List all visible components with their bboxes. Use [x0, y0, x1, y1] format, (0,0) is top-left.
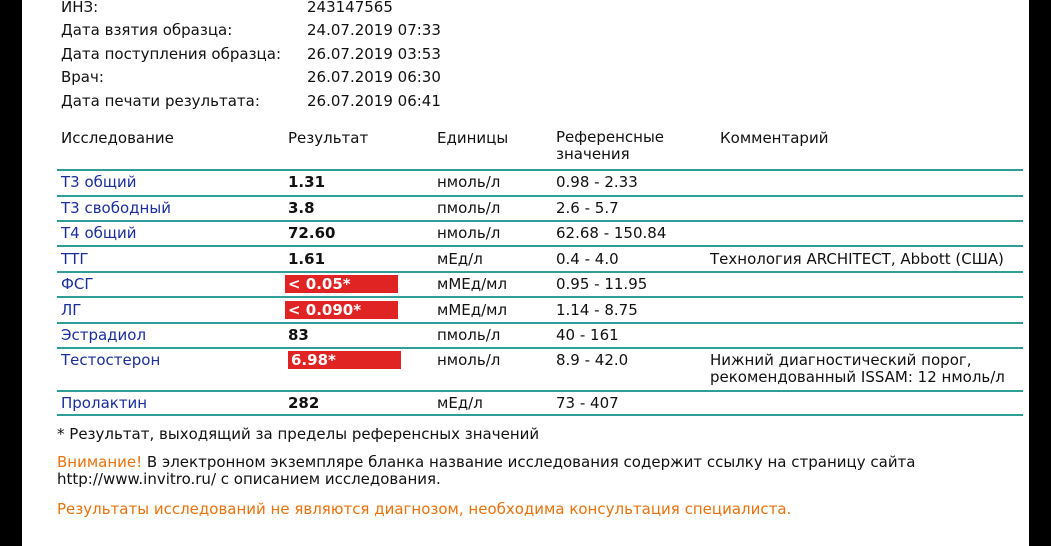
units-value: мМЕд/мл [437, 275, 508, 293]
header-reference-line2: значения [556, 145, 630, 163]
sample-info-block [61, 0, 441, 113]
units-value: нмоль/л [437, 351, 501, 369]
info-value: 26.07.2019 06:30 [307, 68, 441, 87]
comment-text [710, 352, 1005, 386]
warning-note [57, 454, 916, 488]
units-value: мЕд/л [437, 250, 483, 268]
result-value-flagged: < 0.090* [285, 301, 398, 319]
reference-value: 0.4 - 4.0 [556, 250, 619, 268]
header-reference [556, 129, 664, 163]
info-label: Дата поступления образца: [61, 44, 281, 63]
info-label: Дата печати результата: [61, 91, 260, 110]
table-divider [57, 169, 1023, 171]
result-value: 282 [288, 394, 320, 412]
reference-value: 1.14 - 8.75 [556, 301, 638, 319]
reference-value: 0.98 - 2.33 [556, 173, 638, 191]
table-divider [57, 245, 1023, 247]
result-value: 72.60 [288, 224, 336, 242]
info-row-print-date [61, 89, 441, 113]
warning-prefix: Внимание! [57, 453, 143, 471]
units-value: пмоль/л [437, 199, 501, 217]
table-divider [57, 271, 1023, 273]
table-divider [57, 414, 1023, 416]
right-black-border [1029, 0, 1051, 546]
invitro-link[interactable]: http://www.invitro.ru/ [57, 470, 216, 488]
comment-line: рекомендованный ISSAM: 12 нмоль/л [710, 368, 1005, 386]
warning-text: В электронном экземпляре бланка название исследования содержит ссылку на страницу сайта [142, 453, 916, 471]
study-link-testosterone[interactable]: Тестостерон [61, 351, 161, 369]
reference-value: 40 - 161 [556, 326, 619, 344]
warning-text: с описанием исследования. [216, 470, 441, 488]
header-result: Результат [288, 129, 369, 147]
info-row-inz [61, 0, 441, 19]
reference-value: 0.95 - 11.95 [556, 275, 648, 293]
study-link-prolactin[interactable]: Пролактин [61, 394, 148, 412]
info-label: Врач: [61, 68, 104, 87]
study-link-t4-total[interactable]: Т4 общий [61, 224, 137, 242]
header-units: Единицы [437, 129, 509, 147]
info-row-doctor [61, 66, 441, 90]
info-value: 243147565 [307, 0, 393, 16]
info-row-arrival-date [61, 42, 441, 66]
units-value: мМЕд/мл [437, 301, 508, 319]
reference-value: 73 - 407 [556, 394, 619, 412]
result-value-flagged: 6.98* [288, 351, 401, 369]
units-value: пмоль/л [437, 326, 501, 344]
result-value: 3.8 [288, 199, 315, 217]
reference-value: 8.9 - 42.0 [556, 351, 629, 369]
table-divider [57, 296, 1023, 298]
study-link-t3-total[interactable]: Т3 общий [61, 173, 137, 191]
study-link-t3-free[interactable]: Т3 свободный [61, 199, 171, 217]
result-value: 1.31 [288, 173, 326, 191]
footnote: * Результат, выходящий за пределы референсных значений [57, 425, 540, 443]
header-reference-line1: Референсные [556, 128, 665, 146]
left-black-border [0, 0, 22, 546]
info-value: 24.07.2019 07:33 [307, 21, 441, 40]
table-divider [57, 347, 1023, 349]
result-value: 1.61 [288, 250, 326, 268]
table-divider [57, 322, 1023, 324]
table-divider [57, 220, 1023, 222]
reference-value: 62.68 - 150.84 [556, 224, 667, 242]
study-link-fsh[interactable]: ФСГ [61, 275, 94, 293]
result-value: 83 [288, 326, 309, 344]
table-divider [57, 390, 1023, 392]
info-value: 26.07.2019 06:41 [307, 91, 441, 110]
header-comment: Комментарий [720, 129, 829, 147]
units-value: мЕд/л [437, 394, 483, 412]
table-divider [57, 195, 1023, 197]
study-link-lh[interactable]: ЛГ [61, 301, 82, 319]
reference-value: 2.6 - 5.7 [556, 199, 619, 217]
study-link-tsh[interactable]: ТТГ [61, 250, 89, 268]
info-label: ИНЗ: [61, 0, 99, 16]
result-value-flagged: < 0.05* [285, 275, 398, 293]
disclaimer: Результаты исследований не являются диагнозом, необходима консультация специалиста. [57, 500, 792, 518]
info-value: 26.07.2019 03:53 [307, 44, 441, 63]
comment-text: Технология ARCHITECT, Abbott (США) [710, 250, 1004, 268]
comment-line: Нижний диагностический порог, [710, 351, 972, 369]
units-value: нмоль/л [437, 173, 501, 191]
units-value: нмоль/л [437, 224, 501, 242]
info-row-sample-date [61, 19, 441, 43]
header-study: Исследование [61, 129, 174, 147]
results-table-header [0, 129, 1051, 169]
info-label: Дата взятия образца: [61, 21, 233, 40]
study-link-estradiol[interactable]: Эстрадиол [61, 326, 147, 344]
